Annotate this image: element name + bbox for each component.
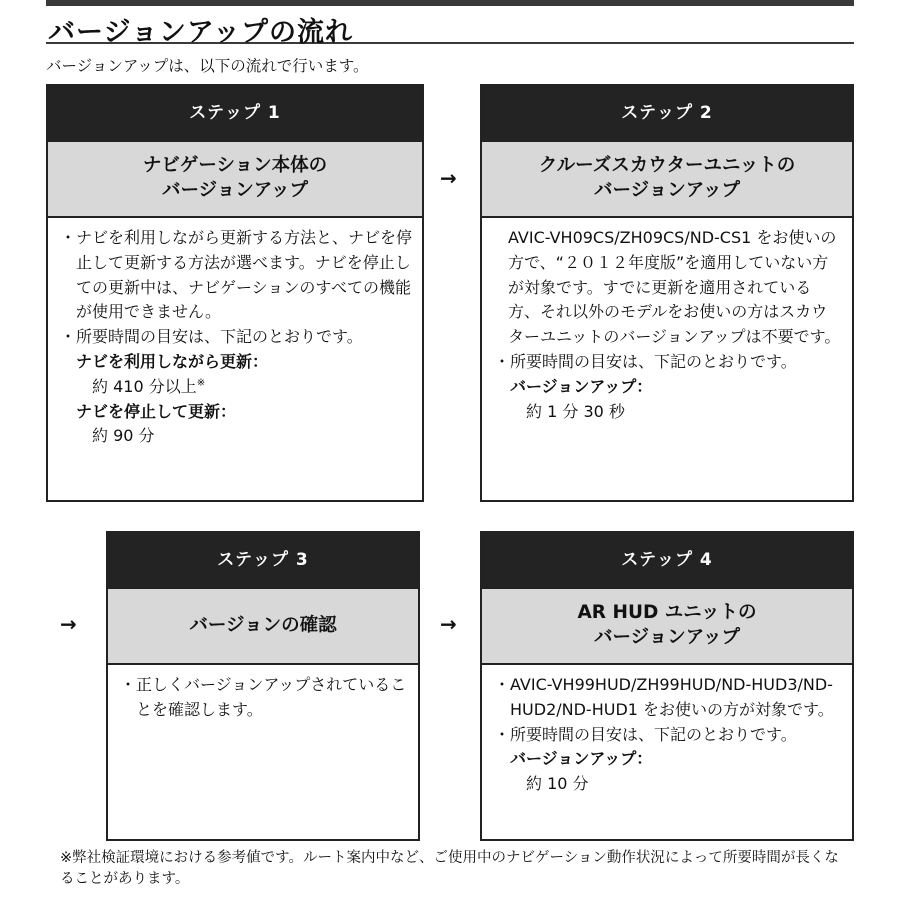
step-1-subtitle-line: バージョンアップ [162,180,308,201]
step-1-card [46,84,424,502]
page-title-bar [46,0,854,48]
arrow-3-to-4: → [440,612,457,636]
list-item [494,350,842,375]
step-2-time-label: バージョンアップ： [510,376,653,396]
step-1-time-label-2: ナビを停止して更新： [76,401,237,421]
step-4-bullet-2: 所要時間の目安は、下記のとおりです。 [510,724,797,744]
step-2-subtitle [482,140,852,218]
step-3-card [106,531,420,841]
step-2-card [480,84,854,502]
bullet: ・ [494,675,511,694]
step-4-subtitle [482,587,852,665]
step-2-label: ステップ 2 [482,86,852,140]
step-2-body [482,218,852,432]
step-3-subtitle-line: バージョンの確認 [189,614,337,636]
step-3-bullet-1: 正しくバージョンアップされていることを確認します。 [136,675,407,719]
step-4-time-label: バージョンアップ： [510,749,653,769]
step-4-subtitle-line: AR HUD ユニットの [577,602,757,624]
step-1-time-value-2: 約 90 分 [92,426,155,446]
step-4-card [480,531,854,841]
step-3-body [108,665,418,731]
step-2-bullet-1: 所要時間の目安は、下記のとおりです。 [510,351,797,371]
step-2-time-value: 約 1 分 30 秒 [526,401,625,421]
step-2-subtitle-line: バージョンアップ [594,180,740,201]
step-4-subtitle-line: バージョンアップ [594,627,740,648]
bullet: ・ [494,724,511,744]
step-1-time-value-1-row [60,375,412,400]
bullet: ・ [494,351,511,371]
step-1-label: ステップ 1 [48,86,422,140]
step-1-subtitle-line: ナビゲーション本体の [142,155,328,177]
arrow-1-to-2: → [440,166,457,190]
step-3-subtitle [108,587,418,665]
step-4-label: ステップ 4 [482,533,852,587]
step-2-paragraph: AVIC-VH09CS/ZH09CS/ND-CS1 をお使いの方で、“２０１２年度版”を適用していない方が対象です。すでに更新を適用されている方、それ以外のモデルをお使いの方はスカウターユニットのバージョンアップは不要です。 [508,228,841,347]
step-1-time-value-1: 約 410 分以上 [92,376,197,396]
step-4-time-value: 約 10 分 [526,774,589,794]
list-item [60,226,412,325]
page-title: バージョンアップの流れ [48,17,354,48]
step-4-bullet-1: AVIC-VH99HUD/ZH99HUD/ND-HUD3/ND-HUD2/ND-HUD1 をお使いの方が対象です。 [510,675,834,719]
arrow-to-3: → [60,612,77,636]
step-2-subtitle-line: クルーズスカウターユニットの [538,155,796,177]
step-3-label: ステップ 3 [108,533,418,587]
list-item [120,673,408,723]
step-1-bullet-2: 所要時間の目安は、下記のとおりです。 [76,327,363,347]
step-1-subtitle [48,140,422,218]
step-4-body [482,665,852,805]
list-item [60,325,412,350]
footnote: ※弊社検証環境における参考値です。ルート案内中など、ご使用中のナビゲーション動作状況によって所要時間が長くなることがあります。 [60,850,839,888]
intro-text: バージョンアップは、以下の流れで行います。 [46,57,369,75]
step-1-time-label-1: ナビを利用しながら更新： [76,351,269,371]
step-1-bullet-1: ナビを利用しながら更新する方法と、ナビを停止して更新する方法が選べます。ナビを停止しての更新中は、ナビゲーションのすべての機能が使用できません。 [76,228,413,322]
step-1-body [48,218,422,457]
list-item [494,723,842,748]
bullet: ・ [120,675,137,694]
bullet: ・ [60,228,77,247]
footnote-mark: ※ [196,377,206,389]
bullet: ・ [60,327,77,347]
list-item [494,673,842,723]
